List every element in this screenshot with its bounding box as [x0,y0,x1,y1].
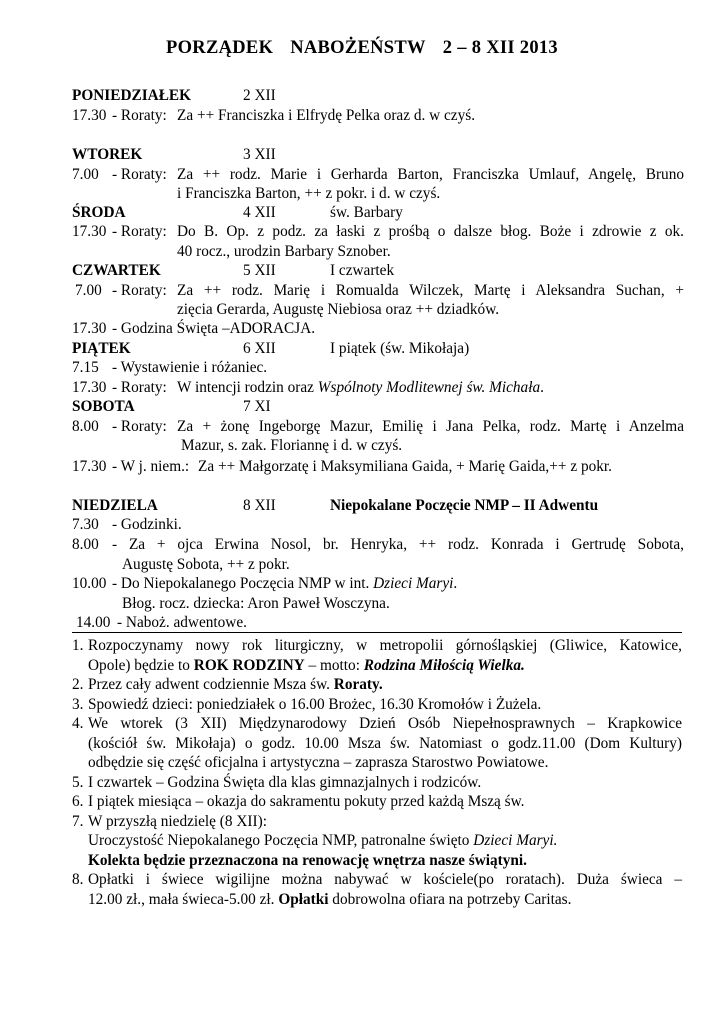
mass-entry [0,106,724,126]
announcement-text: (kościół św. Mikołaja) o godz. 10.00 Msza św. Natomiast o godz.11.00 (Dom Kultury) [88,735,682,752]
day-header-tuesday [0,145,724,165]
announcement-number: 6. [72,793,84,810]
mass-intention: Za ++ Małgorzatę i Maksymiliana Gaida, + Marię Gaida,++ z pokr. [198,458,612,475]
day-date: 2 XII [243,87,276,104]
mass-entry [0,281,724,301]
mass-entry [0,457,724,477]
section-divider [72,632,682,633]
text-italic: Dzieci Maryi. [473,832,558,849]
mass-time: 7.00 [72,166,99,183]
mass-intention-cont: Błog. rocz. dziecka: Aron Paweł Wosczyna. [122,595,390,612]
mass-entry [0,319,724,339]
mass-time: 7.15 [72,359,99,376]
day-date: 5 XII [243,262,276,279]
mass-intention: - Za + ojca Erwina Nosol, br. Henryka, ++ rodz. Konrada i Gertrudę Sobota, [112,536,684,553]
mass-intention: Do B. Op. z podz. za łaski z prośbą o dalsze błog. Boże i zdrowie z ok. [177,223,684,240]
mass-entry-continued [0,300,724,320]
intention-text: - Do Niepokalanego Poczęcia NMP w int. [112,575,370,592]
announcement-text: Opłatki i świece wigilijne można nabywać w kościele(po roratach). Duża świeca – [88,871,682,888]
mass-label: - Godzinki. [112,516,182,533]
announcement-4-continued [0,753,724,773]
mass-entry [0,378,724,398]
day-date: 8 XII [243,497,276,514]
text-part: Opole) będzie to [88,657,190,674]
mass-label: - Roraty: [112,166,167,183]
mass-time: 17.30 [72,223,107,240]
announcement-text: Rozpoczynamy nowy rok liturgiczny, w metropolii górnośląskiej (Gliwice, Katowice, [88,637,682,654]
mass-label: - Roraty: [112,282,167,299]
mass-time: 8.00 [72,418,99,435]
mass-entry [0,222,724,242]
intention-end: . [453,575,458,592]
announcement-text: Spowiedź dzieci: poniedziałek o 16.00 Brożec, 16.30 Kromołów i Żużela. [88,696,542,713]
mass-intention-cont: Mazur, s. zak. Floriannę i d. w czyś. [181,437,403,454]
day-name: ŚRODA [72,204,126,221]
day-feast: Niepokalane Poczęcie NMP – II Adwentu [330,497,599,514]
mass-time: 7.30 [72,516,99,533]
announcement-8-continued [0,890,724,910]
mass-time: 17.30 [72,458,107,475]
mass-entry [0,165,724,185]
announcement-number: 1. [72,637,84,654]
announcement-7-continued [0,851,724,871]
mass-intention [177,378,684,398]
mass-entry-continued [0,436,724,456]
day-date: 6 XII [243,340,276,357]
announcement-text [88,675,682,695]
mass-entry-continued [0,555,724,575]
text-part: dobrowolna ofiara na potrzeby Caritas. [328,891,572,908]
mass-entry [0,515,724,535]
announcement-2 [0,675,724,695]
text-part: Przez cały adwent codziennie Msza św. [88,676,334,693]
title-dates: 2 – 8 XII 2013 [442,38,558,58]
text-bold: Opłatki [278,891,329,908]
mass-time: 14.00 [76,614,111,631]
intention-italic: Wspólnoty Modlitewnej św. Michała [317,379,541,396]
mass-intention [112,574,684,594]
mass-label: - Roraty: [112,379,167,396]
mass-label: - Roraty: [112,223,167,240]
announcement-number: 7. [72,813,84,830]
mass-entry [0,417,724,437]
mass-entry-continued [0,184,724,204]
announcement-3 [0,695,724,715]
announcement-text [88,890,682,910]
day-header-monday [0,86,724,106]
announcement-1-continued [0,656,724,676]
announcement-number: 2. [72,676,84,693]
announcement-number: 8. [72,871,84,888]
mass-entry [0,613,724,633]
intention-italic: Dzieci Maryi [373,575,454,592]
announcement-number: 4. [72,715,84,732]
mass-intention: Za ++ Franciszka i Elfrydę Pelka oraz d. w czyś. [177,107,476,124]
mass-intention-cont: 40 rocz., urodzin Barbary Sznober. [177,243,391,260]
day-feast: I czwartek [330,262,395,279]
mass-time: 10.00 [72,575,107,592]
day-name: PIĄTEK [72,340,131,357]
title-word-2: NABOŻEŃSTW [290,38,426,58]
mass-label: - Wystawienie i różaniec. [112,359,268,376]
announcement-text: odbędzie się część oficjalna i artystyczna – zaprasza Starostwo Powiatowe. [88,754,549,771]
announcement-7-continued [0,831,724,851]
mass-intention: Za + żonę Ingeborgę Mazur, Emilię i Jana Pelka, rodz. Martę i Anzelma [177,418,684,435]
day-header-sunday [0,496,724,516]
mass-label: - Roraty: [112,418,167,435]
mass-time: 17.30 [72,320,107,337]
text-part: – motto: [304,657,364,674]
announcement-8 [0,870,724,890]
mass-entry-continued [0,594,724,614]
mass-intention: Za ++ rodz. Marię i Romualda Wilczek, Martę i Aleksandra Suchan, + [177,282,684,299]
day-name: PONIEDZIAŁEK [72,87,191,104]
mass-time: 7.00 [75,282,102,299]
mass-label: - Roraty: [112,107,167,124]
day-header-friday [0,339,724,359]
page-title [0,38,724,59]
mass-intention: Za ++ rodz. Marie i Gerharda Barton, Franciszka Umlauf, Angelę, Bruno [177,166,684,183]
day-header-saturday [0,397,724,417]
announcement-number: 3. [72,696,84,713]
day-header-wednesday [0,203,724,223]
announcement-text: I czwartek – Godzina Święta dla klas gimnazjalnych i rodziców. [88,774,482,791]
day-feast: I piątek (św. Mikołaja) [330,340,470,357]
announcement-4-continued [0,734,724,754]
day-date: 3 XII [243,146,276,163]
announcement-text: We wtorek (3 XII) Międzynarodowy Dzień Osób Niepełnosprawnych – Krapkowice [88,715,682,732]
announcement-text: I piątek miesiąca – okazja do sakramentu pokuty przed każdą Mszą św. [88,793,525,810]
day-name: WTOREK [72,146,143,163]
announcement-text-bold: Kolekta będzie przeznaczona na renowację wnętrza nasze świątyni. [88,852,528,869]
mass-intention-cont: zięcia Gerarda, Augustę Niebiosa oraz ++ dziadków. [177,301,500,318]
mass-entry-continued [0,242,724,262]
day-name: CZWARTEK [72,262,161,279]
mass-time: 17.30 [72,379,107,396]
announcement-text [88,831,682,851]
announcement-4 [0,714,724,734]
day-header-thursday [0,261,724,281]
announcement-5 [0,773,724,793]
day-name: SOBOTA [72,398,135,415]
day-name: NIEDZIELA [72,497,158,514]
announcement-text [88,656,682,676]
mass-intention: - Naboż. adwentowe. [117,614,247,631]
mass-intention-cont: i Franciszka Barton, ++ z pokr. i d. w czyś. [177,185,441,202]
mass-time: 17.30 [72,107,107,124]
text-bold: Roraty. [333,676,383,693]
day-date: 7 XI [243,398,271,415]
announcement-6 [0,792,724,812]
text-bold: ROK RODZINY [193,657,305,674]
day-date: 4 XII [243,204,276,221]
mass-intention-cont: Augustę Sobota, ++ z pokr. [122,556,290,573]
mass-entry [0,535,724,555]
announcement-1 [0,636,724,656]
mass-label: - W j. niem.: [112,458,190,475]
text-bold-italic: Rodzina Miłością Wielka. [363,657,525,674]
title-word-1: PORZĄDEK [166,38,274,58]
text-part: 12.00 zł., mała świeca-5.00 zł. [88,891,279,908]
text-part: Uroczystość Niepokalanego Poczęcia NMP, patronalne święto [88,832,474,849]
mass-entry [0,574,724,594]
mass-time: 8.00 [72,536,99,553]
intention-end: . [540,379,544,396]
announcement-7 [0,812,724,832]
day-feast: św. Barbary [330,204,403,221]
intention-text: W intencji rodzin oraz [177,379,314,396]
mass-label: - Godzina Święta –ADORACJA. [112,320,316,337]
announcement-text: W przyszłą niedzielę (8 XII): [88,813,267,830]
announcement-number: 5. [72,774,84,791]
mass-entry [0,358,724,378]
